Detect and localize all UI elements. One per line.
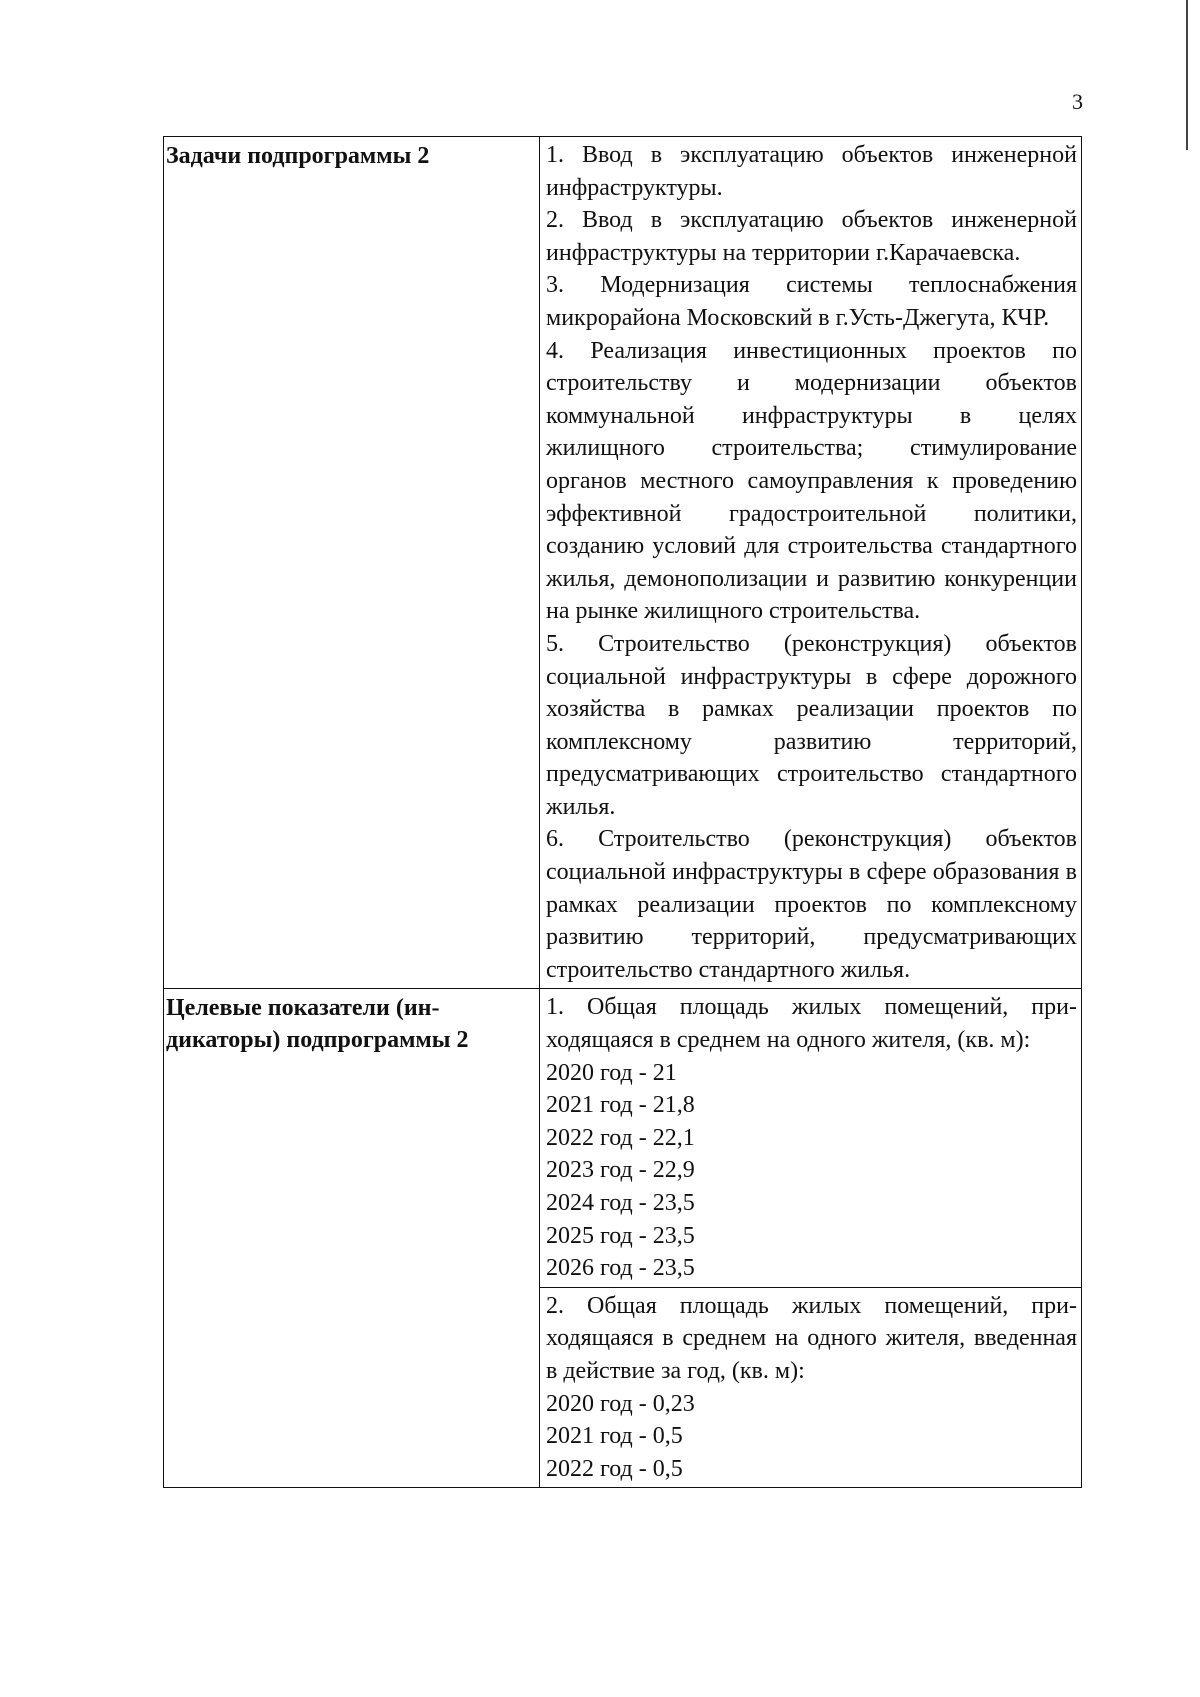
indicator-1-year-2024: 2024 год - 23,5 [546,1190,695,1216]
task-item-5: 5. Строительство (реконструкция) объектов социальной инфраструктуры в сфере дорожного хозяйства в рамках реализации проектов по комплексному развитию территорий, предусматривающих строительство стандартного жилья. [546,630,1077,820]
indicators-label: Целевые показатели (индикаторы) подпрограммы 2 [164,989,540,1488]
indicator-1-year-2025: 2025 год - 23,5 [546,1222,695,1249]
indicator-1-year-2022: 2022 год - 22,1 [546,1124,695,1151]
page-number: 3 [1072,89,1083,114]
scan-edge-line [1186,0,1188,150]
indicator-2-year-2021: 2021 год - 0,5 [546,1423,683,1450]
task-item-1: 1. Ввод в эксплуатацию объектов инженерной инфраструктуры. [546,142,1077,201]
indicator-1-year-2021: 2021 год - 21,8 [546,1092,695,1119]
table-row-tasks [164,137,1082,989]
tasks-label: Задачи подпрограммы 2 [164,137,540,989]
task-item-2: 2. Ввод в эксплуатацию объектов инженерной инфраструктуры на территории г.Карачаевска. [546,207,1077,266]
tasks-content [540,137,1082,989]
indicator-block-1 [540,989,1082,1287]
indicator-1-year-2026: 2026 год - 23,5 [546,1255,695,1282]
task-item-4: 4. Реализация инвестиционных проектов по строительству и модернизации объектов коммунальной инфраструктуры в целях жилищного строительства; стимулирование органов местного самоуправления к проведению эффективной градостроительной политики, созданию условий для строительства стандартного жилья, демонополизации и развитию конкуренции на рынке жилищного строительства. [546,337,1077,625]
indicator-2-year-2022: 2022 год - 0,5 [546,1455,683,1482]
indicator-1-year-2023: 2023 год - 22,9 [546,1157,695,1184]
subprogram-passport-table [163,136,1082,1488]
table-row-indicators-1 [164,989,1082,1287]
indicator-2-title: 2. Общая площадь жилых помещений, приходящаяся в среднем на одного жителя, введенная в действие за год, (кв. м): [546,1292,1077,1384]
indicator-2-year-2020: 2020 год - 0,23 [546,1390,695,1417]
task-item-3: 3. Модернизация системы теплоснабжения микрорайона Московский в г.Усть-Джегута, КЧР. [546,272,1077,331]
indicator-1-title: 1. Общая площадь жилых помещений, приходящаяся в среднем на одного жителя, (кв. м): [546,994,1077,1054]
indicator-block-2 [540,1287,1082,1488]
task-item-6: 6. Строительство (реконструкция) объектов социальной инфраструктуры в сфере образования в рамках реализации проектов по комплексному развитию территорий, предусматривающих строительство стандартного жилья. [546,826,1077,983]
indicator-1-year-2020: 2020 год - 21 [546,1059,677,1086]
